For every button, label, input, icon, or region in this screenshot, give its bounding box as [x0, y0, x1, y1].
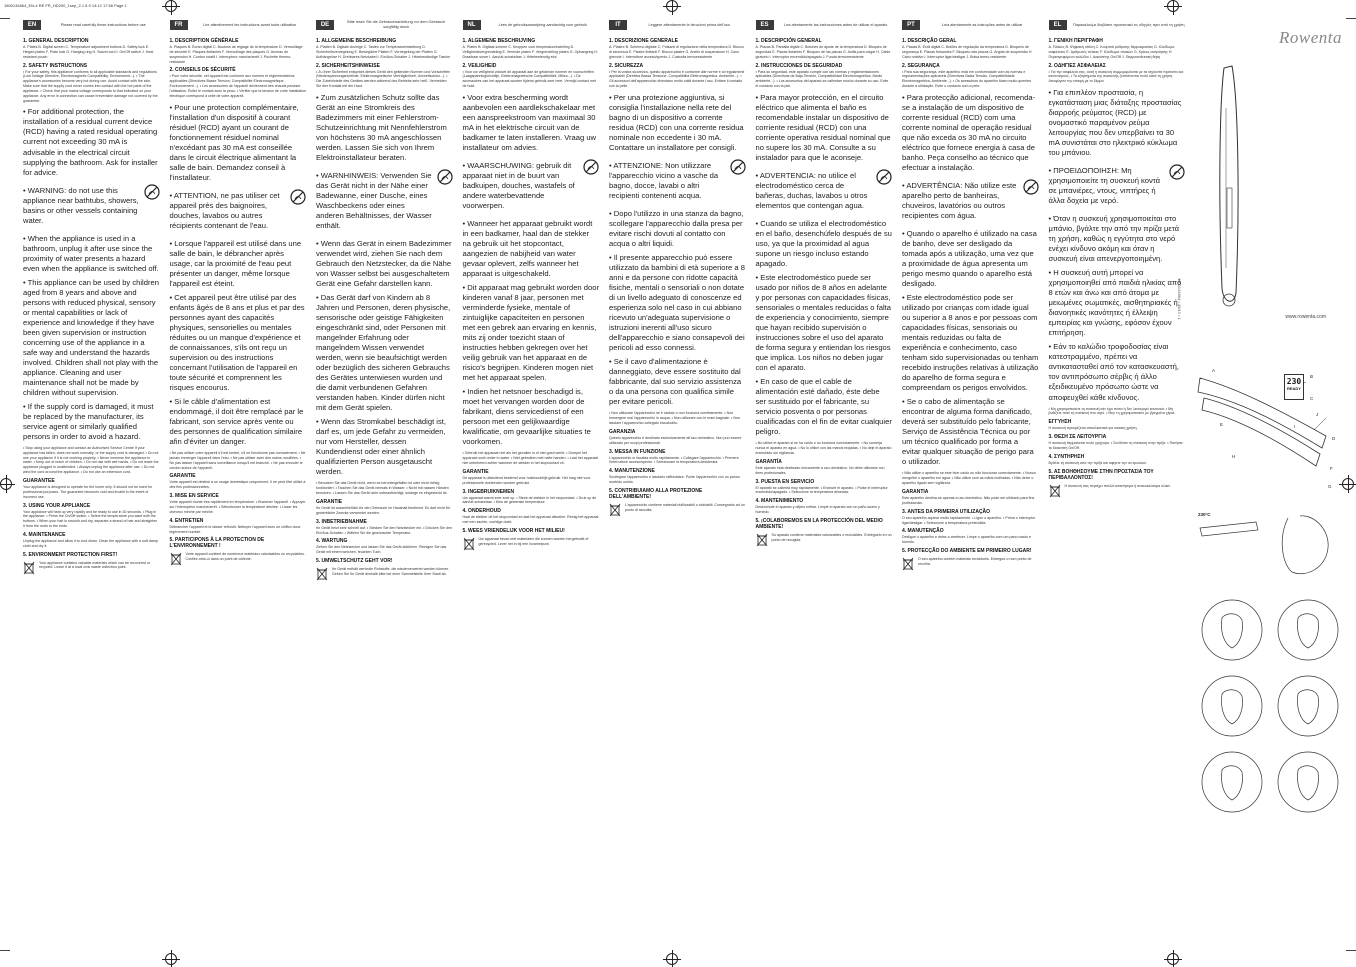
- label-d: D: [1332, 436, 1336, 441]
- environment-text: Η συσκευή σας περιέχει πολλά ανακτήσιμα ή ανακυκλώσιμα υλικά.: [1064, 483, 1171, 488]
- language-code: EN: [23, 20, 41, 30]
- recycling-row: [170, 552, 307, 566]
- cord-notice: • En caso de que el cable de alimentación esté dañado, éste debe ser sustituido por el fabricante, su servicio posventa o por personas cualificadas con el fin de evitar cualquier peligro.: [755, 377, 892, 437]
- recycling-row: [609, 503, 746, 517]
- water-warning: [23, 182, 160, 230]
- bathroom-notice: • When the appliance is used in a bathroom, unplug it after use since the proximity of water presents a hazard even when the appliance is switched off.: [23, 233, 159, 273]
- label-f: F: [1330, 466, 1333, 471]
- children-notice: • Il presente apparecchio può essere utilizzato da bambini di età superiore a 8 anni e da persone con ridotte capacità fisiche, mentali o sensoriali o non dotate di un livello adeguato di conoscenze ed esperienza solo nel caso in cui abbiano ricevuto un'adeguata supervisione o istruzioni inerenti all'uso sicuro dell'apparecchio e siano consapevoli dei pericoli ad esso connessi.: [609, 253, 745, 353]
- water-warning-text: • ATTENTION, ne pas utiliser cet appareil près des baignoires, douches, lavabos ou autres récipients contenant de l'eau.: [169, 190, 280, 230]
- section-heading-description: 1. ALGEMENE BESCHRIJVING: [462, 38, 536, 44]
- display-ready: READY: [1286, 386, 1301, 391]
- water-warning: [902, 177, 1039, 225]
- recycling-row: [1049, 484, 1186, 498]
- column-header: [902, 20, 1039, 30]
- section-heading-safety: 2. SICUREZZA: [609, 62, 644, 69]
- section-heading-environment: 5. ΑΣ ΒΟΗΘΗΣΟΥΜΕ ΣΤΗΝ ΠΡΟΣΤΑΣΙΑ ΤΟΥ ΠΕΡΙΒΑΛΛΟΝΤΟΣ!: [1048, 468, 1154, 481]
- section-heading-description: 1. DESCRIÇÃO GERAL: [902, 38, 957, 44]
- crop-line: [0, 950, 10, 951]
- description-text: A. Placas B. Pantalla digital C. Botones de ajuste de la temperatura D. Bloqueo de seguridad E. Placas flotantes F. Bloqueo de las placas G. Anilla para colgar H. Cable giratorio I. Interruptor encendido/apagado J. Funda termorresistente: [755, 45, 891, 59]
- using-text: Votre appareil monte très rapidement en température. • Brancher l'appareil. • Appuyer sur l'interrupteur marche/arrêt. • Sélectionner la température désirée. • Lisser les cheveux mèche par mèche.: [169, 500, 306, 514]
- water-warning-text: • ΠΡΟΕΙΔΟΠΟΙΗΣΗ: Μη χρησιμοποιείτε τη συσκευή κοντά σε μπανιέρες, ντους, νιπτήρες ή άλλα δοχεία με νερό.: [1048, 166, 1161, 206]
- cord-notice: • Se o cabo de alimentação se encontrar de alguma forma danificado, deverá ser substituído pelo fabricante, Serviço de Assistência Técnica ou por um técnico qualificado por forma a evitar qualquer situação de perigo para o utilizador.: [902, 397, 1034, 467]
- section-heading-safety: 2. VEILIGHEID: [462, 62, 497, 69]
- section-heading-maintenance: 4. MANTENIMIENTO: [755, 498, 804, 505]
- water-warning-text: • WARNHINWEIS: Verwenden Sie das Gerät nicht in der Nähe einer Badewanne, einer Dusche, eines Waschbeckens oder eines anderen Behältnisses, der Wasser enthält.: [316, 171, 432, 231]
- additional-safety-text: • Stop using your appliance and contact an Authorised Service Centre if your appliance has fallen, does not work normally, or the supply cord is damaged. • Do not use your appliance if it is not working properly. • Never immerse the appliance in water. • Keep out of reach of children. • Do not use with wet hands. • Do not leave the appliance plugged in unattended. • Always unplug the appliance after use. • Do not wind the cord around the appliance. • Do not use an extension cord.: [23, 445, 159, 475]
- language-column-fr: [167, 18, 310, 958]
- label-e: E: [1220, 422, 1224, 427]
- description-text: A. Placas B. Ecrã digital C. Botões de regulação da temperatura D. Bloqueio de segurança E. Placas flutuantes F. Bloqueio das placas G. Argola de suspensão H. Cabo rotativo I. Interruptor ligar/desligar J. Bolsa termo-resistente: [902, 45, 1033, 59]
- bathroom-notice: • Wanneer het apparaat gebruikt wordt in een badkamer, haal dan de stekker na gebruik uit het stopcontact, aangezien de nabijheid van water gevaar oplevert, zelfs wanneer het apparaat is uitgeschakeld.: [462, 219, 593, 279]
- children-notice: • This appliance can be used by children aged from 8 years and above and persons with reduced physical, sensory or mental capabilities or lack of experience and knowledge if they have been given supervision or instruction concerning use of the appliance in a safe way and understand the hazards involved. Children shall not play with the appliance. Cleaning and user maintenance shall not be made by children without supervision.: [23, 277, 159, 397]
- guarantee-text: Ihr Gerät ist ausschließlich für den Gebrauch im Haushalt bestimmt. Es darf nicht für gewerbliche Zwecke verwendet werden.: [316, 506, 451, 515]
- recycling-row: [756, 533, 893, 547]
- water-warning-text: • ATTENZIONE: Non utilizzare l'apparecchio vicino a vasche da bagno, docce, lavabi o altri recipienti contenenti acqua.: [609, 161, 719, 201]
- language-column-en: [20, 18, 163, 958]
- crossed-bin-icon: [170, 552, 182, 566]
- section-heading-using: 3. PUESTA EN SERVICIO: [755, 478, 815, 485]
- water-warning-text: • WARNING: do not use this appliance near bathtubs, showers, basins or other vessels containing water.: [23, 185, 139, 225]
- children-notice: • Este electrodoméstico puede ser usado por niños de 8 años en adelante y por personas con capacidades físicas, sensoriales o mentales reducidas o falta de experiencia y conocimiento, siempre que hayan recibido supervisión o instrucciones sobre el uso del aparato de forma segura y entiendan los riesgos que implica. Los niños no deben jugar con el aparato.: [755, 273, 891, 373]
- section-heading-environment: 5. CONTRIBUIAMO ALLA PROTEZIONE DELL'AMBIENTE!: [609, 487, 703, 500]
- column-header: [170, 20, 307, 30]
- section-heading-environment: 5. WEES VRIENDELIJK VOOR HET MILIEU!: [462, 528, 565, 535]
- language-code: ES: [756, 20, 774, 30]
- children-notice: • Este electrodoméstico pode ser utilizado por crianças com idade igual ou superior a 8 anos e por pessoas com capacidades físicas, sensoriais ou mentais reduzidas ou falta de experiência e conhecimento, caso tenham sido supervisionadas ou tenham recebido instruções relativas à utilização do aparelho de forma segura e compreendam os perigos envolvidos.: [902, 293, 1039, 393]
- label-i: I: [1294, 424, 1296, 429]
- water-warning: [1049, 162, 1186, 210]
- cord-notice: • Se il cavo d'alimentazione è danneggiato, deve essere sostituito dal fabbricante, dal suo servizio assistenza o da una persona con qualifica simile per evitare pericoli.: [609, 357, 742, 407]
- digital-display: [1284, 374, 1304, 400]
- rcd-notice: • Για επιπλέον προστασία, η εγκατάσταση μιας διάταξης προστασίας διαρροής ρεύματος (RCD) με ονομαστικό παραμένον ρεύμα λειτουργίας που δεν υπερβαίνει τα 30 mA συνιστάται στο ηλεκτρικό κύκλωμα του μπάνιου.: [1048, 88, 1182, 158]
- water-warning: [609, 157, 746, 205]
- water-warning-text: • ADVERTENCIA: no utilice el electrodoméstico cerca de bañeras, duchas, lavabos u otros elementos que contengan agua.: [755, 171, 868, 211]
- language-column-pt: [899, 18, 1042, 958]
- section-heading-safety: 2. SICHERHEITSHINWEISE: [316, 62, 380, 69]
- section-heading-description: 1. ΓΕΝΙΚΗ ΠΕΡΙΓΡΑΦΗ: [1048, 38, 1103, 44]
- section-heading-guarantee: GARANTIE: [316, 499, 343, 505]
- label-c: C: [1310, 396, 1314, 401]
- label-h: H: [1232, 454, 1236, 459]
- language-code: DE: [316, 20, 334, 30]
- bathroom-notice: • Wenn das Gerät in einem Badezimmer verwendet wird, ziehen Sie nach dem Gebrauch den Netzstecker, da die Nähe von Wasser selbst bei ausgeschaltetem Gerät eine Gefahr darstellen kann.: [316, 239, 452, 289]
- column-title: Lees de gebruiksaanwijzing aandachtig voor gebruik: [498, 22, 587, 27]
- language-code: PT: [902, 20, 920, 30]
- additional-safety-text: • Non utilizzare l'apparecchio se è caduto o non funziona correttamente. • Non immergere mai l'apparecchio in acqua. • Non utilizzare con le mani bagnate. • Non lasciare l'apparecchio collegato incustodito.: [609, 411, 740, 426]
- recycling-row: [23, 561, 160, 575]
- straightener-illustration: [1196, 38, 1346, 338]
- no-water-icon: [730, 159, 746, 175]
- water-warning: [756, 167, 893, 215]
- column-title: Lire attentivement les instructions avant toute utilisation: [203, 22, 297, 27]
- column-title: Bitte lesen Sie die Gebrauchsanleitung vor dem Gebrauch sorgfältig durch: [347, 20, 446, 29]
- safety-text: • For your safety, this appliance conforms to all applicable standards and regulations (Low Voltage Directive, Electromagnetic Compatibility, Environment...). • The appliance's accessories become very hot during use. Avoid contact with the skin. Make sure that the supply cord never comes into contact with the hot parts of the appliance. • Check that your mains voltage corresponds to that indicated on your appliance. Any error in connection can cause irreversible damage not covered by the guarantee.: [23, 69, 158, 103]
- language-column-it: [606, 18, 749, 958]
- language-column-el: [1046, 18, 1189, 958]
- label-b: B: [1310, 374, 1314, 379]
- using-text: Ihr Gerät heizt sehr schnell auf. • Stecken Sie den Netzstecker ein. • Drücken Sie den Ein/Aus-Schalter. • Wählen Sie die gewünschte Temperatur.: [316, 525, 452, 535]
- crossed-bin-icon: [463, 537, 475, 551]
- registration-mark-left: [0, 478, 12, 490]
- section-heading-maintenance: 4. ONDERHOUD: [462, 508, 501, 515]
- water-warning: [463, 157, 600, 215]
- bathroom-notice: • Όταν η συσκευή χρησιμοποιείται στο μπάνιο, βγάλτε την από την πρίζα μετά τη χρήση, καθώς η εγγύτητα στο νερό ενέχει κίνδυνο ακόμη και όταν η συσκευή είναι απενεργοποιημένη.: [1048, 214, 1180, 264]
- additional-safety-text: • Ne pas utiliser votre appareil s'il est tombé, s'il ne fonctionne pas normalement. • Ne jamais immerger l'appareil dans l'eau. • Ne pas utiliser avec des mains mouillées. • Ne pas laisser l'appareil sans surveillance lorsqu'il est branché. • Ne pas enrouler le cordon autour de l'appareil.: [169, 451, 306, 470]
- section-heading-description: 1. DESCRIPTION GÉNÉRALE: [169, 38, 239, 44]
- water-warning: [170, 187, 307, 235]
- maintenance-text: Scollegare l'apparecchio e lasciarlo raffreddare. Pulire l'apparecchio con un panno morbido umido.: [609, 475, 740, 485]
- column-title: Please read carefully these instructions before use: [60, 22, 146, 27]
- section-heading-guarantee: GARANTIE: [169, 473, 196, 480]
- water-warning-text: • ADVERTÊNCIA: Não utilize este aparelho perto de banheiras, chuveiros, lavatórios ou outros recipientes com água.: [902, 181, 1017, 221]
- language-code: IT: [609, 20, 627, 30]
- column-title: Lea atentamente las instrucciones antes de utilizar el aparato: [784, 22, 888, 27]
- using-text: El aparato se calienta muy rápidamente. • Enchufe el aparato. • Pulse el interruptor encendido/apagado. • Seleccione la temperatura deseada.: [755, 485, 888, 495]
- environment-text: Ihr Gerät enthält wertvolle Rohstoffe, die wiederverwertet werden können. Geben Sie Ihr Gerät deshalb bitte bei einer Sammelstelle Ihrer Stadt ab.: [332, 567, 450, 576]
- labelled-diagram: [1196, 348, 1346, 488]
- section-heading-maintenance: 4. ΣΥΝΤΗΡΗΣΗ: [1048, 453, 1085, 460]
- description-text: A. Piastre B. Schermo digitale C. Pulsanti di regolazione della temperatura D. Blocco di sicurezza E. Piastre flottanti F. Blocco piastre G. Anello di sospensione H. Cavo girevole I. Interruttore acceso/spento J. Custodia termoresistente: [609, 45, 744, 59]
- crop-line: [1346, 18, 1356, 19]
- environment-text: O seu aparelho contém materiais recicláveis. Entregue-o num ponto de recolha.: [918, 557, 1032, 566]
- column-title: Leggere attentamente le istruzioni prima dell'uso: [648, 22, 731, 27]
- no-water-icon: [144, 184, 160, 200]
- description-text: A. Platten B. Digitale Anzeige C. Tasten zur Temperatureinstellung D. Sicherheitsverriegelung E. Bewegliche Platten F. Verriegelung der Platten G. Aufhängeöse H. Drehbares Netzkabel I. Ein/Aus-Schalter J. Hitzebeständige Tasche: [316, 45, 451, 59]
- recycling-row: [902, 557, 1039, 571]
- section-heading-safety: 2. SEGURANÇA: [902, 62, 940, 69]
- language-column-es: [753, 18, 896, 958]
- no-water-icon: [1023, 179, 1039, 195]
- maintenance-text: Βγάλτε τη συσκευή από την πρίζα και αφήστε την να κρυώσει.: [1048, 460, 1147, 465]
- language-code: EL: [1049, 20, 1067, 30]
- language-column-nl: [460, 18, 603, 958]
- crossed-bin-icon: [316, 567, 328, 581]
- section-heading-safety: 2. SAFETY INSTRUCTIONS: [23, 62, 88, 69]
- environment-text: L'apparecchio contiene materiali riutilizzabili o riciclabili. Consegnarlo ad un punto di raccolta.: [625, 502, 745, 512]
- description-text: A. Platen B. Digitaal scherm C. Knoppen voor temperatuurinstelling D. Veiligheidsvergrendeling E. Verende platen F. Vergrendeling platen G. Ophangring H. Draaibaar snoer I. Aan/uit-schakelaar J. Hittebestendig etui: [462, 45, 598, 59]
- maintenance-text: Desligue o aparelho e deixe-o arrefecer. Limpe o aparelho com um pano macio e húmido.: [902, 535, 1032, 545]
- environment-text: Votre appareil contient de nombreux matériaux valorisables ou recyclables. Confiez celui-ci dans un point de collecte.: [185, 552, 305, 562]
- section-heading-maintenance: 4. MANUTENÇÃO: [902, 528, 944, 535]
- section-heading-environment: 5. ENVIRONMENT PROTECTION FIRST!: [23, 551, 118, 558]
- cord-notice: • Indien het netsnoer beschadigd is, moet het vervangen worden door de fabrikant, diens servicedienst of een persoon met een gelijkwaardige kwalificatie, om gevaarlijke situaties te voorkomen.: [462, 387, 591, 447]
- section-heading-maintenance: 4. MANUTENZIONE: [609, 468, 655, 475]
- safety-text: • Pour votre sécurité, cet appareil est conforme aux normes et réglementations applicables (Directives Basse Tension, Compatibilité Electromagnétique, Environnement...). • Les accessoires de l'appareil deviennent très chauds pendant l'utilisation. Éviter le contact avec la peau. • Vérifier que la tension de votre installation électrique correspond à celle de votre appareil.: [169, 74, 306, 98]
- guarantee-text: Dit apparaat is uitsluitend bestemd voor huishoudelijk gebruik. Het mag niet voor professionele doeleinden worden gebruikt.: [462, 475, 591, 485]
- print-header: 1800134664_EN-4 RE FR_HD200_1sep_2.1 8 9 14:12 17:56 Page 1: [4, 3, 127, 8]
- rcd-notice: • Para protecção adicional, recomenda-se a instalação de um dispositivo de corrente residual (RCD) com uma corrente nominal de operação residual que não exceda os 30 mA no circuito eléctrico que fornece energia à casa de banho. Peça conselho ao técnico que efectuar a instalação.: [902, 92, 1036, 173]
- section-heading-maintenance: 4. MAINTENANCE: [23, 531, 66, 538]
- using-text: L'apparecchio si riscalda molto rapidamente. • Collegare l'apparecchio. • Premere l'interruttore acceso/spento. • Selezionare la temperatura desiderata.: [609, 455, 739, 465]
- section-heading-using: 3. MISE EN SERVICE: [169, 493, 219, 500]
- crop-line: [1346, 950, 1356, 951]
- crossed-bin-icon: [756, 533, 768, 547]
- environment-text: Your appliance contains valuable materials which can be recovered or recycled. Leave it at a local civic waste collection point.: [39, 560, 151, 570]
- section-heading-using: 3. ANTES DA PRIMEIRA UTILIZAÇÃO: [902, 508, 991, 515]
- section-heading-using: 3. USING YOUR APPLIANCE: [23, 502, 91, 509]
- language-columns: [20, 18, 1188, 958]
- children-notice: • Das Gerät darf von Kindern ab 8 Jahren und Personen, deren physische, sensorische oder geistige Fähigkeiten eingeschränkt sind, oder Personen mit mangelnder Erfahrung oder mangelndem Wissen verwendet werden, wenn sie beaufsichtigt werden oder bezüglich des sicheren Gebrauchs des Gerätes unterwiesen wurden und die damit verbundenen Gefahren verstanden haben. Kinder dürfen nicht mit dem Gerät spielen.: [316, 293, 451, 413]
- guarantee-text: Η συσκευή προορίζεται αποκλειστικά για οικιακή χρήση.: [1048, 426, 1138, 431]
- rcd-notice: • Per una protezione aggiuntiva, si consiglia l'installazione nella rete del bagno di un dispositivo a corrente residua (RCD) con una corrente residua nominale non eccedente i 30 mA. Contattare un installatore per consigli.: [609, 92, 744, 152]
- maintenance-text: Unplug the appliance and allow it to cool down. Clean the appliance with a soft damp cloth and dry it.: [23, 538, 158, 548]
- section-heading-environment: 5. UMWELTSCHUTZ GEHT VOR!: [316, 558, 393, 565]
- using-text: Your appliance will heat up very rapidly and be ready to use in 30 seconds. • Plug in the appliance. • Press the On/Off switch. • Select the temperature you want with the buttons. • When your hair is smooth and dry, separate a strand of hair and straighten it from the roots to the ends.: [23, 509, 158, 529]
- additional-safety-text: • Μη χρησιμοποιείτε τη συσκευή εάν έχει πέσει ή δεν λειτουργεί κανονικά. • Μη βυθίζετε ποτέ τη συσκευή στο νερό. • Μην τη χρησιμοποιείτε με βρεγμένα χέρια.: [1048, 406, 1176, 416]
- additional-safety-text: • No utilice el aparato si se ha caído o no funciona correctamente. • No sumerja nunca el aparato en agua. • No lo utilice con las manos mojadas. • No deje el aparato enchufado sin vigilancia.: [755, 441, 892, 456]
- brand-url: www.rowenta.com: [1285, 314, 1326, 320]
- column-header: [463, 20, 600, 30]
- using-text: O seu aparelho aquece muito rapidamente. • Ligue o aparelho. • Prima o interruptor ligar/desligar. • Seleccione a temperatura pretendida.: [902, 515, 1036, 525]
- children-notice: • Dit apparaat mag gebruikt worden door kinderen vanaf 8 jaar, personen met verminderde fysieke, mentale of zintuiglijke capaciteiten en personen met een gebrek aan ervaring en kennis, mits zij onder toezicht staan of instructies hebben gekregen over het veilig gebruik van het apparaat en de risico's begrijpen. Kinderen mogen niet met het apparaat spelen.: [462, 283, 599, 383]
- cord-notice: • Wenn das Stromkabel beschädigt ist, darf es, um jede Gefahr zu vermeiden, nur vom Hersteller, dessen Kundendienst oder einer ähnlich qualifizierten Person ausgetauscht werden.: [316, 417, 446, 477]
- section-heading-guarantee: GARANTIA: [902, 488, 929, 495]
- additional-safety-text: • Benutzen Sie das Gerät nicht, wenn es heruntergefallen ist oder nicht richtig funktioniert. • Tauchen Sie das Gerät niemals in Wasser. • Nicht mit nassen Händen benutzen. • Lassen Sie das Gerät nicht unbeaufsichtigt, solange es eingesteckt ist.: [316, 481, 449, 496]
- product-panel: [1177, 18, 1346, 958]
- using-text: Η συσκευή θερμαίνεται πολύ γρήγορα. • Συνδέστε τη συσκευή στην πρίζα. • Πατήστε το διακόπτη On/Off.: [1048, 441, 1183, 450]
- column-title: Leia atentamente as instruções antes de utilizar: [942, 22, 1023, 27]
- section-heading-safety: 2. CONSEILS DE SÉCURITÉ: [169, 67, 236, 74]
- water-warning: [316, 167, 453, 235]
- section-heading-description: 1. GENERAL DESCRIPTION: [23, 38, 89, 44]
- registration-mark-top-right: [1167, 0, 1179, 12]
- section-heading-environment: 5. PROTECÇÃO DO AMBIENTE EM PRIMEIRO LUGAR!: [902, 548, 1032, 555]
- crossed-bin-icon: [23, 561, 35, 575]
- environment-text: Su aparato contiene materiales valorizables o reciclables. Entréguelo en un punto de recogida.: [771, 533, 892, 542]
- label-g: G: [1328, 484, 1332, 489]
- temperature-badge: 230°C: [1198, 512, 1211, 517]
- children-notice: • Η συσκευή αυτή μπορεί να χρησιμοποιηθεί από παιδιά ηλικίας από 8 ετών και άνω και από άτομα με μειωμένες σωματικές, αισθητηριακές ή διανοητικές ικανότητες ή έλλειψη εμπειρίας και γνώσης, εφόσον έχουν επιτήρηση.: [1048, 268, 1182, 338]
- rcd-notice: • Voor extra bescherming wordt aanbevolen een aardlekschakelaar met een aanspreekstroom van maximaal 30 mA in het elektrische circuit van de badkamer te laten installeren. Vraag uw installateur om advies.: [462, 92, 597, 152]
- maintenance-text: Débrancher l'appareil et le laisser refroidir. Nettoyer l'appareil avec un chiffon doux légèrement humide.: [169, 524, 301, 534]
- section-heading-environment: 5. PARTICIPONS À LA PROTECTION DE L'ENVIRONNEMENT !: [169, 537, 265, 550]
- safety-text: • Para su seguridad, este aparato cumple con las normas y reglamentaciones aplicables (Directivas de Baja Tensión, Compatibilidad Electromagnética, Medio ambiente...). • Los accesorios del aparato se calientan mucho durante su uso. Evite el contacto con la piel.: [755, 69, 889, 89]
- bathroom-notice: • Cuando se utiliza el electrodoméstico en el baño, desenchúfelo después de su uso, ya que la proximidad al agua supone un riesgo incluso estando apagado.: [755, 219, 892, 269]
- section-heading-safety: 2. INSTRUCCIONES DE SEGURIDAD: [755, 62, 843, 69]
- column-title: Παρακαλούμε διαβάστε προσεκτικά τις οδηγίες πριν από τη χρήση: [1072, 22, 1185, 27]
- language-code: NL: [463, 20, 481, 30]
- description-text: A. Plates B. Digital screen C. Temperature adjustment buttons D. Safety lock E. Hinged plates F. Plate lock G. Hanging ring H. Swivel cord I. On/Off switch J. Heat resistant pouch: [23, 45, 154, 59]
- column-header: [316, 20, 453, 30]
- registration-mark-top-left: [165, 0, 177, 12]
- usage-step-illustrations: [1196, 508, 1346, 818]
- column-header: [756, 20, 893, 30]
- maintenance-text: Desenchufe el aparato y déjelo enfriar. Limpie el aparato con un paño suave y húmedo.: [755, 505, 880, 515]
- recycling-row: [463, 537, 600, 551]
- safety-text: • Para sua segurança, este aparelho está em conformidade com as normas e regulamentações aplicáveis (Directivas Baixa Tensão, Compatibilidade Electromagnética, Ambiente...). • Os acessórios do aparelho ficam muito quentes durante a utilização. Evite o contacto com a pele.: [902, 69, 1032, 89]
- section-heading-maintenance: 4. ENTRETIEN: [169, 517, 204, 524]
- display-temperature: 230: [1286, 377, 1302, 386]
- label-a: A: [1212, 368, 1216, 373]
- section-heading-using: 3. MESSA IN FUNZIONE: [609, 448, 666, 455]
- rcd-notice: • Pour une protection complémentaire, l'installation d'un dispositif à courant résiduel (RCD) ayant un courant de fonctionnement résiduel nominal n'excédant pas 30 mA est conseillée dans le circuit électrique alimentant la salle de bain. Demandez conseil à l'installateur.: [169, 102, 299, 182]
- description-text: A. Πλάκες B. Ψηφιακή οθόνη C. Κουμπιά ρύθμισης θερμοκρασίας D. Κλείδωμα ασφαλείας E. Αρθρωτές πλάκες F. Κλείδωμα πλακών G. Κρίκος ανάρτησης H. Περιστρεφόμενο καλώδιο I. Διακόπτης On/Off J. Θερμοανθεκτική θήκη: [1048, 45, 1175, 59]
- section-heading-guarantee: GARANZIA: [609, 428, 636, 435]
- column-header: [23, 20, 160, 30]
- crop-line: [0, 18, 10, 19]
- document-code: 1800134664 • 45/13 • 1: [1177, 278, 1182, 320]
- no-water-icon: [1169, 164, 1185, 180]
- no-water-icon: [437, 169, 453, 185]
- section-heading-description: 1. DESCRIZIONE GENERALE: [609, 38, 678, 44]
- additional-safety-text: • Não utilize o aparelho se este tiver caído ou não funcionar correctamente. • Nunca mergulhe o aparelho em água. • Não utilize com as mãos molhadas. • Não deixe o aparelho ligado sem vigilância.: [902, 471, 1036, 486]
- maintenance-text: Haal de stekker uit het stopcontact en laat het apparaat afkoelen. Reinig het apparaat met een zachte, vochtige doek.: [462, 515, 599, 525]
- guarantee-text: Este aparato está destinado únicamente a uso doméstico. No debe utilizarse con fines profesionales.: [755, 465, 885, 475]
- column-header: [1049, 20, 1186, 30]
- section-heading-safety: 2. ΟΔΗΓΙΕΣ ΑΣΦΑΛΕΙΑΣ: [1048, 62, 1106, 69]
- guarantee-text: Votre appareil est destiné à un usage domestique uniquement. Il ne peut être utilisé à des fins professionnelles.: [169, 480, 306, 490]
- guarantee-text: Questo apparecchio è destinato esclusivamente all'uso domestico. Non può essere utilizzato per scopi professionali.: [609, 435, 742, 445]
- section-heading-using: 3. INBETRIEBNAHME: [316, 518, 367, 525]
- using-text: Uw apparaat warmt zeer snel op. • Steek de stekker in het stopcontact. • Druk op de aan/uit-schakelaar. • Kies de gewenste temperatuur.: [462, 495, 597, 505]
- rcd-notice: • Para mayor protección, en el circuito eléctrico que alimenta el baño es recomendable instalar un dispositivo de corriente residual (RCD) con una corriente operativa residual nominal que no supere los 30 mA. Consulte a su instalador para que le aconseje.: [755, 92, 891, 162]
- section-heading-description: 1. DESCRIPCIÓN GENERAL: [755, 38, 822, 44]
- crossed-bin-icon: [1049, 484, 1061, 498]
- rcd-notice: • For additional protection, the installation of a residual current device (RCD) having a rated residual operating current not exceeding 30 mA is advisable in the electrical circuit supplying the bathroom. Ask for installer for advice.: [23, 107, 158, 177]
- brand-logo: Rowenta: [1279, 28, 1342, 47]
- maintenance-text: Ziehen Sie den Netzstecker und lassen Sie das Gerät abkühlen. Reinigen Sie das Gerät mit einem weichen, feuchten Tuch.: [316, 545, 447, 555]
- bathroom-notice: • Quando o aparelho é utilizado na casa de banho, deve ser desligado da tomada após a utilização, uma vez que a proximidade de água apresenta um perigo mesmo quando o aparelho está desligado.: [902, 229, 1037, 289]
- no-water-icon: [290, 189, 306, 205]
- water-warning-text: • WAARSCHUWING: gebruik dit apparaat niet in de buurt van badkuipen, douches, wastafels of andere waterbevattende voorwerpen.: [462, 161, 575, 211]
- recycling-row: [316, 567, 453, 581]
- label-j: J: [1316, 412, 1319, 417]
- section-heading-guarantee: ΕΓΓΥΗΣΗ: [1048, 419, 1072, 426]
- bathroom-notice: • Dopo l'utilizzo in una stanza da bagno, scollegare l'apparecchio dalla presa per evitare rischi dovuti al contatto con acqua o altri liquidi.: [609, 209, 744, 249]
- language-column-de: [313, 18, 456, 958]
- safety-text: • Για την ασφάλειά σας, αυτή η συσκευή συμμορφώνεται με τα ισχύοντα πρότυπα και κανονισμούς. • Τα εξαρτήματα της συσκευής ζεσταίνονται πολύ κατά τη χρήση. Αποφύγετε την επαφή με το δέρμα.: [1048, 69, 1184, 84]
- section-heading-guarantee: GARANTIE: [462, 468, 489, 475]
- rcd-notice: • Zum zusätzlichen Schutz sollte das Gerät an eine Stromkreis des Badezimmers mit einer Fehlerstrom-Schutzeinrichtung mit Nennfehlerstrom von höchstens 30 mA angeschlossen werden. Lassen Sie sich von Ihrem Elektroinstallateur beraten.: [316, 92, 447, 162]
- section-heading-maintenance: 4. WARTUNG: [316, 538, 348, 545]
- children-notice: • Cet appareil peut être utilisé par des enfants âgés de 8 ans et plus et par des personnes ayant des capacités physiques, sensorielles ou mentales réduites ou un manque d'expérience et de connaissances, s'ils ont reçu un supervision ou des instructions concernant l'utilisation de l'appareil en toute sécurité et comprennent les risques encourus.: [169, 292, 305, 392]
- section-heading-environment: 5. ¡COLABOREMOS EN LA PROTECCIÓN DEL MEDIO AMBIENTE!: [755, 518, 883, 530]
- section-heading-guarantee: GARANTÍA: [755, 458, 782, 465]
- section-heading-guarantee: GUARANTEE: [23, 477, 55, 484]
- safety-text: • Voor uw veiligheid voldoet dit apparaat aan de geldende normen en voorschriften (Laagspanningsrichtlijn, Elektromagnetische Compatibiliteit, Milieu...). • De accessoires van het apparaat worden tijdens gebruik zeer heet. Vermijd contact met de huid.: [462, 69, 596, 89]
- no-water-icon: [876, 169, 892, 185]
- registration-mark-top-center: [666, 0, 678, 12]
- crossed-bin-icon: [609, 503, 621, 517]
- no-water-icon: [583, 159, 599, 175]
- guarantee-text: Your appliance is designed to operate for the home only. It should not be used for professional purposes. The guarantee becomes void and invalid in the event of incorrect use.: [23, 484, 153, 499]
- column-header: [609, 20, 746, 30]
- crossed-bin-icon: [902, 557, 914, 571]
- cord-notice: • If the supply cord is damaged, it must be replaced by the manufacturer, its service agent or similarly qualified persons in order to avoid a hazard.: [23, 401, 154, 441]
- cord-notice: • Εάν το καλώδιο τροφοδοσίας είναι κατεστραμμένο, πρέπει να αντικατασταθεί από τον κατασκευαστή, τον αντιπρόσωπο σέρβις ή άλλο εξειδικευμένο πρόσωπο ώστε να αποφευχθεί κάθε κίνδυνος.: [1048, 342, 1179, 402]
- safety-text: • Per la vostra sicurezza, questo apparecchio è conforme alle norme e ai regolamenti applicabili (Direttiva Bassa Tensione, Compatibilità Elettromagnetica, Ambiente...). • Gli accessori dell'apparecchio diventano molto caldi durante l'uso. Evitare il contatto con la pelle.: [609, 69, 745, 89]
- environment-text: Uw apparaat bevat veel materialen die kunnen worden hergebruikt of gerecycled. Lever het in bij een inzamelpunt.: [478, 537, 589, 546]
- safety-text: • Zu Ihrer Sicherheit entspricht dieses Gerät den geltenden Normen und Vorschriften (Niederspannungsrichtlinie, Elektromagnetische Verträglichkeit, Umweltschutz...). • Die Zubehörteile des Gerätes werden während des Betriebs sehr heiß. Vermeiden Sie den Kontakt mit der Haut.: [316, 69, 451, 89]
- guarantee-text: Este aparelho destina-se apenas a uso doméstico. Não pode ser utilizado para fins profissionais.: [902, 495, 1035, 505]
- description-text: A. Plaques B. Écran digital C. Boutons de réglage de la température D. Verrouillage de sécurité E. Plaques flottantes F. Verrouillage des plaques G. Anneau de suspension H. Cordon rotatif I. Interrupteur marche/arrêt J. Pochette thermo-résistante: [169, 45, 303, 64]
- cord-notice: • Si le câble d'alimentation est endommagé, il doit être remplacé par le fabricant, son service après vente ou des personnes de qualification similaire afin d'éviter un danger.: [169, 397, 304, 447]
- section-heading-using: 3. ΘΕΣΗ ΣΕ ΛΕΙΤΟΥΡΓΙΑ: [1048, 434, 1107, 441]
- additional-safety-text: • Gebruik het apparaat niet als het gevallen is of niet goed werkt. • Dompel het apparaat nooit onder in water. • Niet gebruiken met natte handen. • Laat het apparaat niet onbeheerd achter wanneer de stekker in het stopcontact zit.: [462, 451, 598, 466]
- bathroom-notice: • Lorsque l'appareil est utilisé dans une salle de bain, le débrancher après usage, car la proximité de l'eau peut présenter un danger, même lorsque l'appareil est éteint.: [169, 238, 302, 288]
- section-heading-using: 3. INGEBRUIKNEMEN: [462, 488, 515, 495]
- section-heading-description: 1. ALLGEMEINE BESCHREIBUNG: [316, 38, 397, 44]
- language-code: FR: [170, 20, 188, 30]
